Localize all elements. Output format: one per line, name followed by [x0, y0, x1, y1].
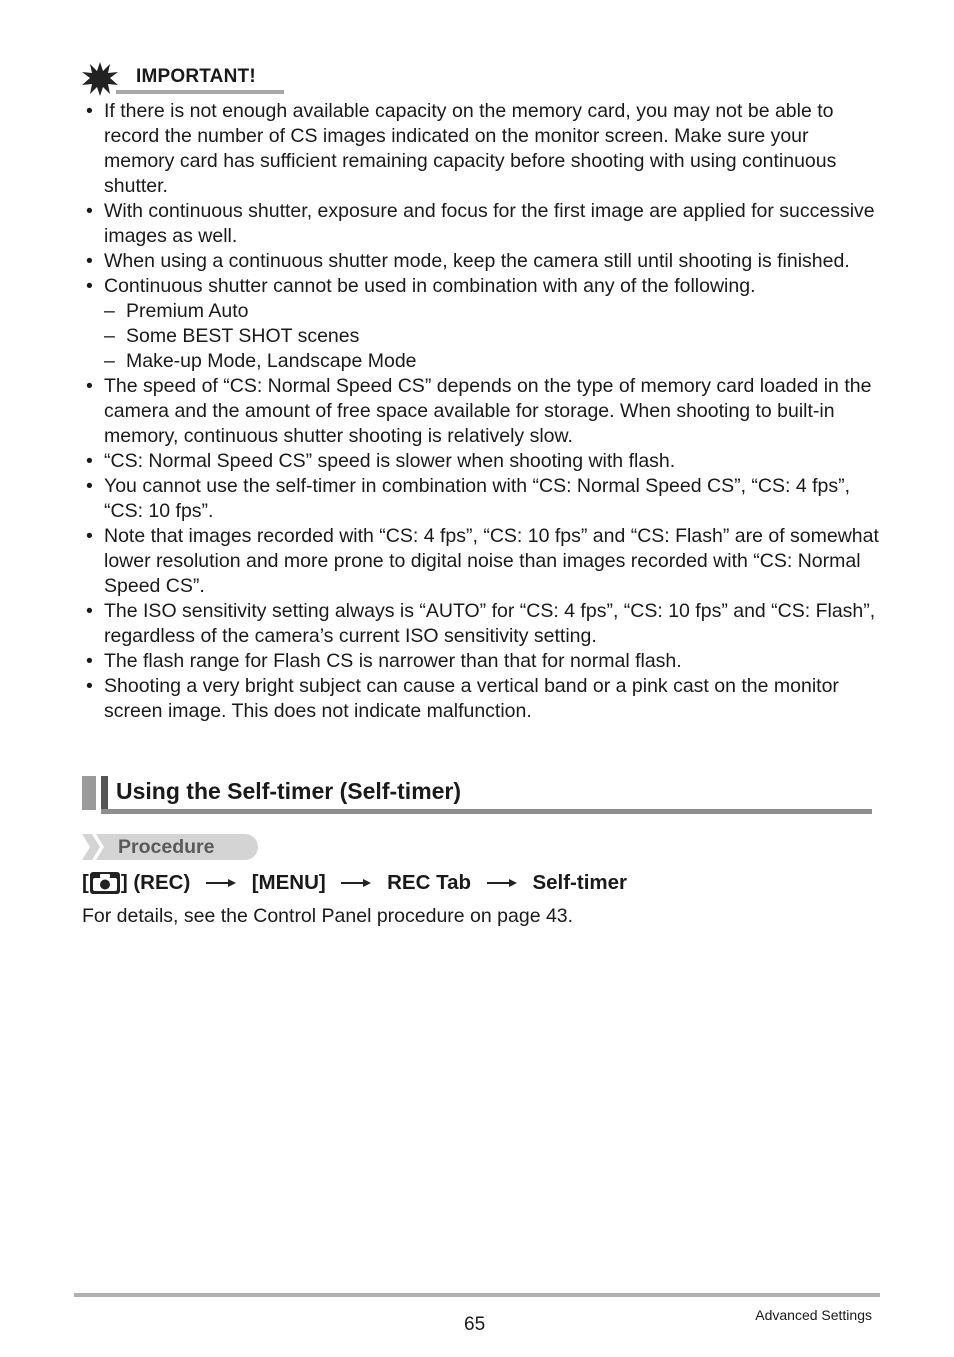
path-bracket-open: [: [82, 870, 89, 894]
procedure-details: For details, see the Control Panel procedure on page 43.: [82, 905, 574, 927]
footer-rule: [74, 1293, 880, 1297]
menu-path: [82, 870, 627, 895]
sub-list-item: – Premium Auto: [82, 299, 882, 324]
list-item: • With continuous shutter, exposure and focus for the first image are applied for successive images as well.: [82, 199, 882, 249]
important-list: [82, 99, 882, 724]
section-rule: [101, 809, 872, 814]
camera-icon: [90, 872, 120, 894]
burst-icon: [82, 62, 118, 96]
sub-list-item: – Some BEST SHOT scenes: [82, 324, 882, 349]
list-item: • When using a continuous shutter mode, keep the camera still until shooting is finished.: [82, 249, 882, 274]
footer-section-name: Advanced Settings: [755, 1307, 872, 1323]
arrow-right-icon: [206, 878, 236, 888]
section-title: Using the Self-timer (Self-timer): [116, 778, 462, 804]
list-item: • The speed of “CS: Normal Speed CS” depends on the type of memory card loaded in the camera and the amount of free space available for storage. When shooting to built-in memory, continuous shutter shooting is relatively slow.: [82, 374, 882, 449]
arrow-right-icon: [341, 878, 371, 888]
list-item: • Continuous shutter cannot be used in combination with any of the following.: [82, 274, 882, 299]
sub-list-item: – Make-up Mode, Landscape Mode: [82, 349, 882, 374]
list-item: • The ISO sensitivity setting always is “AUTO” for “CS: 4 fps”, “CS: 10 fps” and “CS: Flash”, regardless of the camera’s current ISO sensitivity setting.: [82, 599, 882, 649]
important-header: [82, 62, 286, 94]
path-menu: [MENU]: [251, 870, 326, 894]
procedure-label: Procedure: [118, 836, 215, 858]
path-rec: ] (REC): [120, 870, 191, 894]
section-bar: [101, 776, 108, 810]
path-self-timer: Self-timer: [532, 870, 627, 894]
list-item: • The flash range for Flash CS is narrower than that for normal flash.: [82, 649, 882, 674]
path-rec-tab: REC Tab: [387, 870, 472, 894]
list-item: • “CS: Normal Speed CS” speed is slower when shooting with flash.: [82, 449, 882, 474]
section-header: [82, 776, 872, 814]
important-label: IMPORTANT!: [136, 66, 256, 87]
important-rule: [116, 90, 284, 94]
section-bar: [82, 776, 96, 810]
page-number: 65: [464, 1314, 486, 1335]
list-item: • If there is not enough available capacity on the memory card, you may not be able to record the number of CS images indicated on the monitor screen. Make sure your memory card has sufficient remaining capacity before shooting with using continuous shutter.: [82, 99, 882, 199]
list-item: • You cannot use the self-timer in combination with “CS: Normal Speed CS”, “CS: 4 fps”, “CS: 10 fps”.: [82, 474, 882, 524]
list-item: • Note that images recorded with “CS: 4 fps”, “CS: 10 fps” and “CS: Flash” are of somewhat lower resolution and more prone to digital noise than images recorded with “CS: Normal Speed CS”.: [82, 524, 882, 599]
arrow-right-icon: [487, 878, 517, 888]
list-item: • Shooting a very bright subject can cause a vertical band or a pink cast on the monitor screen image. This does not indicate malfunction.: [82, 674, 882, 724]
procedure-tab: [82, 834, 258, 860]
